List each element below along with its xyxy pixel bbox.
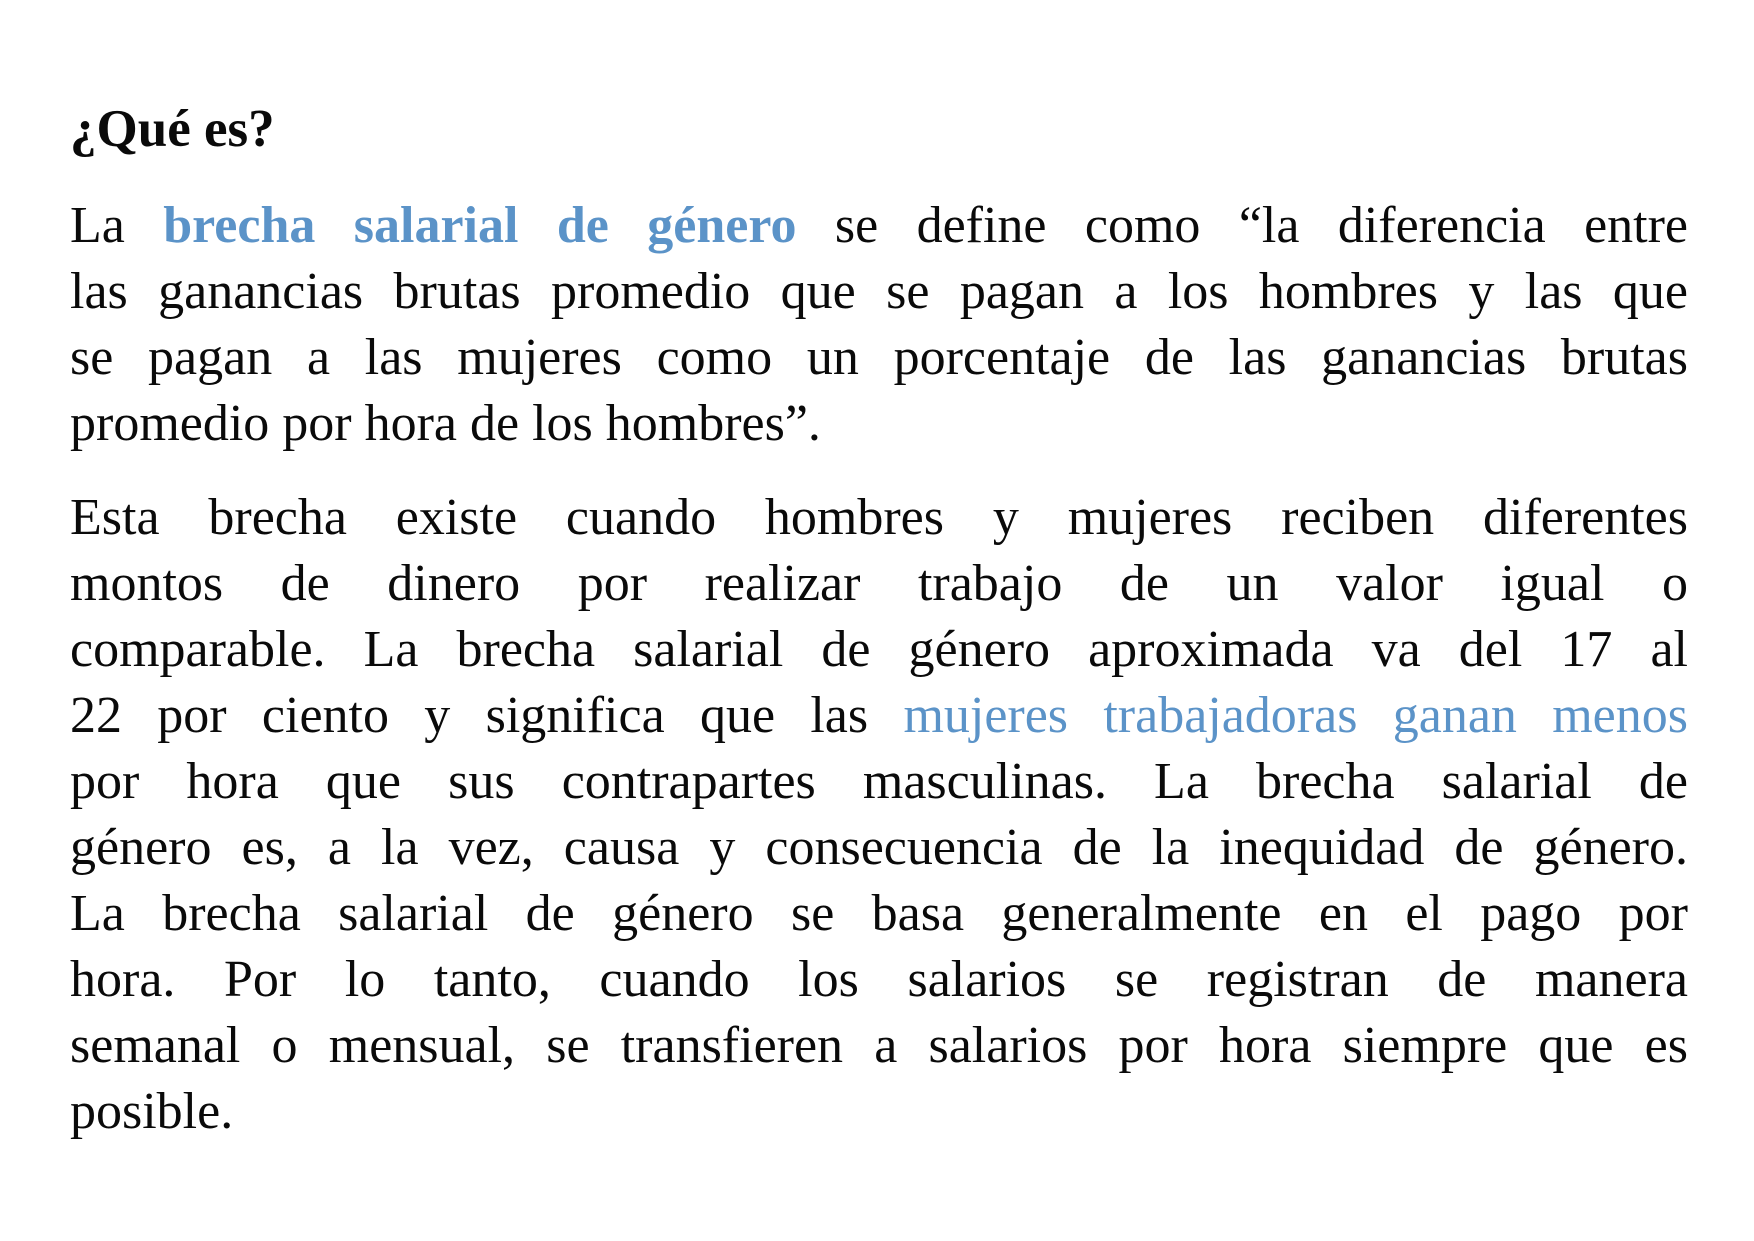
text-line: por hora que sus contrapartes masculinas. La brecha salarial de bbox=[70, 753, 1688, 810]
line-segment: se define como “la diferencia entre bbox=[796, 197, 1688, 254]
text-line bbox=[70, 193, 1688, 259]
section-heading: ¿Qué es? bbox=[70, 100, 275, 158]
text-line: las ganancias brutas promedio que se pagan a los hombres y las que bbox=[70, 263, 1688, 320]
link-brecha-salarial[interactable]: brecha salarial de género bbox=[163, 197, 797, 254]
text-line: género es, a la vez, causa y consecuencia de la inequidad de género. bbox=[70, 819, 1688, 876]
text-line: comparable. La brecha salarial de género aproximada va del 17 al bbox=[70, 621, 1688, 678]
text-line bbox=[70, 683, 1688, 749]
text-line: La brecha salarial de género se basa generalmente en el pago por bbox=[70, 885, 1688, 942]
text-line: montos de dinero por realizar trabajo de un valor igual o bbox=[70, 555, 1688, 612]
paragraph-definition bbox=[70, 193, 1688, 457]
text-line: semanal o mensual, se transfieren a salarios por hora siempre que es bbox=[70, 1017, 1688, 1074]
line-segment: La bbox=[70, 197, 164, 254]
text-line: posible. bbox=[70, 1083, 234, 1140]
link-mujeres-trabajadoras[interactable]: mujeres trabajadoras ganan menos bbox=[903, 687, 1688, 744]
text-line: hora. Por lo tanto, cuando los salarios se registran de manera bbox=[70, 951, 1688, 1008]
text-column bbox=[70, 96, 1688, 1145]
paragraph-explanation bbox=[70, 485, 1688, 1145]
text-line: promedio por hora de los hombres”. bbox=[70, 395, 821, 452]
line-segment: 22 por ciento y significa que las bbox=[70, 687, 904, 744]
text-line: se pagan a las mujeres como un porcentaje de las ganancias brutas bbox=[70, 329, 1688, 386]
text-line: Esta brecha existe cuando hombres y mujeres reciben diferentes bbox=[70, 489, 1688, 546]
